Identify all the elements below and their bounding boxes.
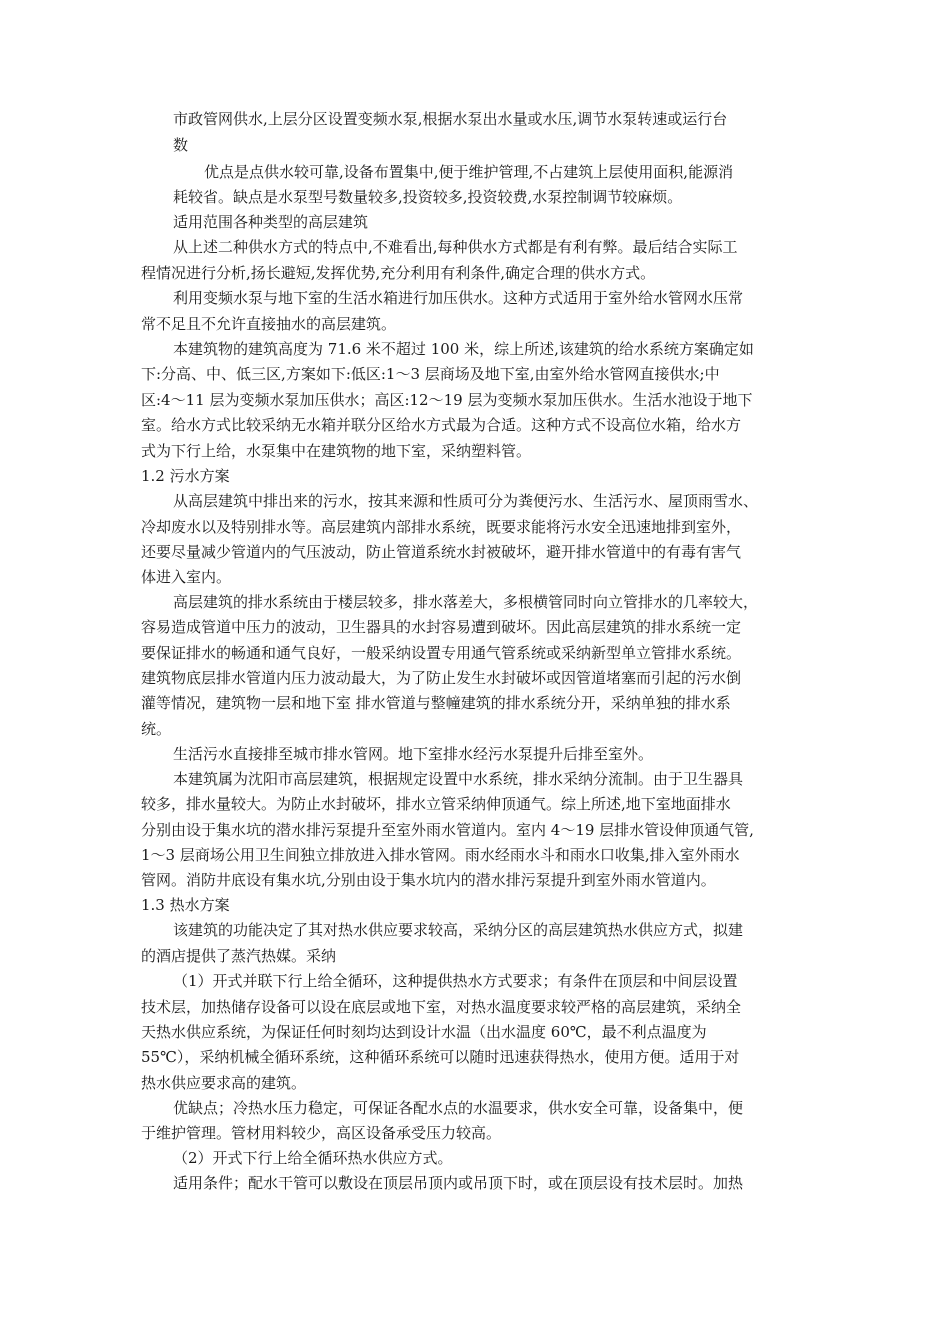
text-line: （2）开式下行上给全循环热水供应方式。 — [173, 1149, 453, 1167]
text-line: 利用变频水泵与地下室的生活水箱进行加压供水。这种方式适用于室外给水管网水压常 — [173, 289, 744, 307]
text-line: 区:4～11 层为变频水泵加压供水；高区:12～19 层为变频水泵加压供水。生活水池设于地下 — [141, 391, 753, 409]
text-line: 从上述二种供水方式的特点中,不难看出,每种供水方式都是有利有弊。最后结合实际工 — [173, 238, 738, 256]
text-line: 的酒店提供了蒸汽热媒。采纳 — [141, 947, 337, 965]
text-line: 冷却废水以及特别排水等。高层建筑内部排水系统，既要求能将污水安全迅速地排到室外， — [141, 518, 742, 536]
text-line: 1～3 层商场公用卫生间独立排放进入排水管网。雨水经雨水斗和雨水口收集,排入室外雨水 — [141, 846, 740, 864]
text-line: 容易造成管道中压力的波动，卫生器具的水封容易遭到破坏。因此高层建筑的排水系统一定 — [141, 618, 742, 636]
text-line: 本建筑属为沈阳市高层建筑，根据规定设置中水系统，排水采纳分流制。由于卫生器具 — [173, 770, 744, 788]
text-line: 于维护管理。管材用料较少，高区设备承受压力较高。 — [141, 1124, 502, 1142]
text-line: 55℃），采纳机械全循环系统，这种循环系统可以随时迅速获得热水，使用方便。适用于对 — [141, 1048, 740, 1066]
text-line: 管网。消防井底设有集水坑,分别由设于集水坑内的潜水排污泵提升到室外雨水管道内。 — [141, 871, 716, 889]
text-line: 本建筑物的建筑高度为 71.6 米不超过 100 米，综上所述,该建筑的给水系统方案确定如 — [173, 340, 754, 358]
text-line: 体进入室内。 — [141, 568, 232, 586]
text-line: 灌等情况，建筑物一层和地下室 排水管道与整幢建筑的排水系统分开，采纳单独的排水系 — [141, 694, 731, 712]
text-line: 数 — [173, 136, 189, 154]
text-line: 天热水供应系统，为保证任何时刻均达到设计水温（出水温度 60℃，最不利点温度为 — [141, 1023, 707, 1041]
text-line: 室。给水方式比较采纳无水箱并联分区给水方式最为合适。这种方式不设高位水箱，给水方 — [141, 416, 742, 434]
text-line: 较多，排水量较大。为防止水封破坏，排水立管采纳伸顶通气。综上所述,地下室地面排水 — [141, 795, 731, 813]
text-line: 适用条件；配水干管可以敷设在顶层吊顶内或吊顶下时，或在顶层设有技术层时。加热 — [173, 1174, 744, 1192]
text-line: （1）开式并联下行上给全循环，这种提供热水方式要求；有条件在顶层和中间层设置 — [173, 972, 738, 990]
text-line: 还要尽量减少管道内的气压波动，防止管道系统水封被破坏，避开排水管道中的有毒有害气 — [141, 543, 742, 561]
text-line: 适用范围各种类型的高层建筑 — [173, 213, 369, 231]
text-line: 耗较省。缺点是水泵型号数量较多,投资较多,投资较费,水泵控制调节较麻烦。 — [173, 188, 683, 206]
text-line: 生活污水直接排至城市排水管网。地下室排水经污水泵提升后排至室外。 — [173, 745, 654, 763]
text-line: 程情况进行分析,扬长避短,发挥优势,充分利用有利条件,确定合理的供水方式。 — [141, 264, 656, 282]
text-line: 下:分高、中、低三区,方案如下:低区:1～3 层商场及地下室,由室外给水管网直接供水;中 — [141, 365, 720, 383]
text-line: 式为下行上给，水泵集中在建筑物的地下室，采纳塑料管。 — [141, 442, 532, 460]
text-line: 优缺点；冷热水压力稳定，可保证各配水点的水温要求，供水安全可靠，设备集中，便 — [173, 1099, 744, 1117]
text-line: 优点是点供水较可靠,设备布置集中,便于维护管理,不占建筑上层使用面积,能源消 — [204, 163, 734, 181]
section-heading: 1.2 污水方案 — [141, 467, 230, 485]
text-line: 常不足且不允许直接抽水的高层建筑。 — [141, 315, 397, 333]
section-heading: 1.3 热水方案 — [141, 896, 230, 914]
text-line: 统。 — [141, 720, 172, 738]
text-line: 高层建筑的排水系统由于楼层较多，排水落差大，多根横管同时向立管排水的几率较大， — [173, 593, 759, 611]
text-line: 建筑物底层排水管道内压力波动最大，为了防止发生水封破坏或因管道堵塞而引起的污水倒 — [141, 669, 742, 687]
text-line: 该建筑的功能决定了其对热水供应要求较高，采纳分区的高层建筑热水供应方式，拟建 — [173, 921, 744, 939]
text-line: 分别由设于集水坑的潜水排污泵提升至室外雨水管道内。室内 4～19 层排水管设伸顶通气管, — [141, 821, 754, 839]
text-line: 市政管网供水,上层分区设置变频水泵,根据水泵出水量或水压,调节水泵转速或运行台 — [173, 110, 728, 128]
text-line: 从高层建筑中排出来的污水，按其来源和性质可分为粪便污水、生活污水、屋顶雨雪水、 — [173, 492, 759, 510]
text-line: 热水供应要求高的建筑。 — [141, 1074, 307, 1092]
text-line: 要保证排水的畅通和通气良好，一般采纳设置专用通气管系统或采纳新型单立管排水系统。 — [141, 644, 742, 662]
text-line: 技术层，加热储存设备可以设在底层或地下室，对热水温度要求较严格的高层建筑，采纳全 — [141, 998, 742, 1016]
